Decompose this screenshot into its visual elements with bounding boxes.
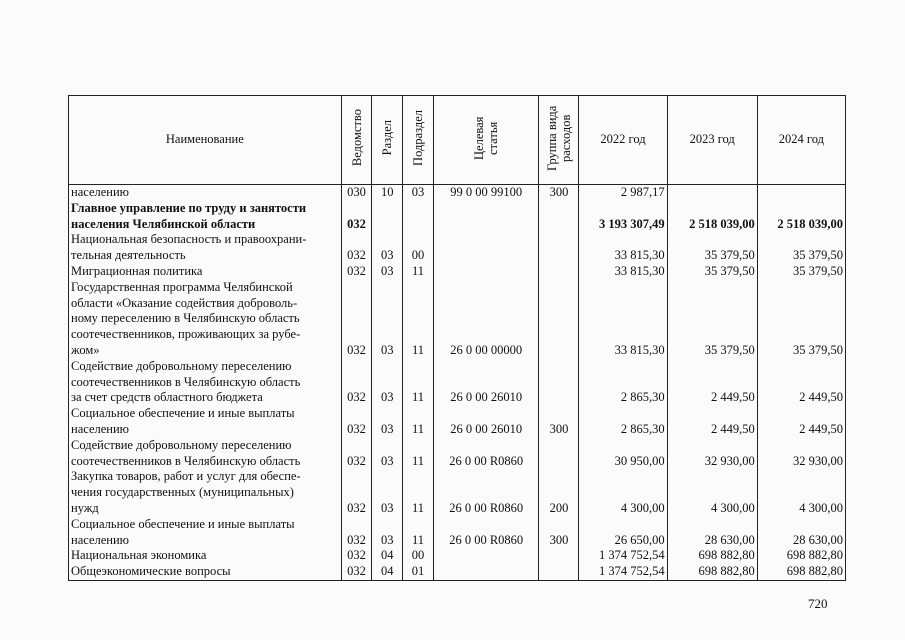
row-name-line: нужд xyxy=(71,500,99,515)
row-name-line: Закупка товаров, работ и услуг для обеспе- xyxy=(71,469,301,484)
row-target: 99 0 00 99100 xyxy=(433,185,539,201)
row-value-2024 xyxy=(757,185,845,201)
row-target: 26 0 00 R0860 xyxy=(433,517,539,549)
row-name-line: Социальное обеспечение и иные выплаты xyxy=(71,406,295,421)
row-dept: 032 xyxy=(341,564,372,580)
row-name xyxy=(69,264,342,280)
row-name xyxy=(69,185,342,201)
row-dept: 032 xyxy=(341,359,372,406)
row-section: 03 xyxy=(372,280,403,359)
row-value-2023: 4 300,00 xyxy=(667,469,757,516)
row-name xyxy=(69,438,342,470)
row-dept: 032 xyxy=(341,232,372,264)
row-value-2023: 35 379,50 xyxy=(667,264,757,280)
row-subsection: 00 xyxy=(403,232,434,264)
row-value-2024: 4 300,00 xyxy=(757,469,845,516)
row-subsection: 11 xyxy=(403,469,434,516)
row-subsection: 00 xyxy=(403,548,434,564)
row-target: 26 0 00 R0860 xyxy=(433,469,539,516)
row-value-2023: 2 449,50 xyxy=(667,359,757,406)
row-value-2024: 28 630,00 xyxy=(757,517,845,549)
row-dept: 032 xyxy=(341,517,372,549)
row-dept: 032 xyxy=(341,280,372,359)
row-name-line: Национальная экономика xyxy=(71,548,207,563)
row-section: 03 xyxy=(372,438,403,470)
row-name-line: населению xyxy=(71,421,129,436)
row-dept: 032 xyxy=(341,264,372,280)
header-2024: 2024 год xyxy=(757,96,845,185)
row-expense-group xyxy=(539,548,579,564)
row-target xyxy=(433,232,539,264)
row-expense-group xyxy=(539,359,579,406)
header-subsection: Подраздел xyxy=(403,96,434,185)
row-value-2023: 35 379,50 xyxy=(667,232,757,264)
row-name xyxy=(69,406,342,438)
row-name-line: Национальная безопасность и правоохрани- xyxy=(71,232,307,247)
row-expense-group: 300 xyxy=(539,185,579,201)
table-row xyxy=(69,517,846,549)
row-name xyxy=(69,232,342,264)
row-value-2023: 698 882,80 xyxy=(667,548,757,564)
header-name: Наименование xyxy=(69,96,342,185)
row-name-line: тельная деятельность xyxy=(71,248,186,263)
row-subsection: 11 xyxy=(403,359,434,406)
row-name-line: Содействие добровольному переселению xyxy=(71,437,292,452)
row-name xyxy=(69,280,342,359)
table-row xyxy=(69,564,846,580)
table-row xyxy=(69,232,846,264)
table-row xyxy=(69,201,846,233)
table-row xyxy=(69,280,846,359)
row-value-2024: 35 379,50 xyxy=(757,264,845,280)
row-dept: 032 xyxy=(341,406,372,438)
table-row xyxy=(69,264,846,280)
row-value-2024: 32 930,00 xyxy=(757,438,845,470)
row-subsection: 01 xyxy=(403,564,434,580)
row-value-2022: 33 815,30 xyxy=(579,264,667,280)
row-dept: 032 xyxy=(341,201,372,233)
row-value-2023: 698 882,80 xyxy=(667,564,757,580)
row-value-2023: 35 379,50 xyxy=(667,280,757,359)
row-value-2023 xyxy=(667,185,757,201)
row-expense-group: 200 xyxy=(539,469,579,516)
row-name xyxy=(69,359,342,406)
table-body xyxy=(69,185,846,581)
row-name xyxy=(69,517,342,549)
row-name-line: Содействие добровольному переселению xyxy=(71,358,292,373)
table-row xyxy=(69,406,846,438)
budget-table xyxy=(68,95,846,581)
row-value-2022: 2 865,30 xyxy=(579,406,667,438)
table-header-row xyxy=(69,96,846,185)
table-row xyxy=(69,185,846,201)
row-value-2024: 698 882,80 xyxy=(757,548,845,564)
row-value-2022: 33 815,30 xyxy=(579,280,667,359)
row-value-2023: 2 449,50 xyxy=(667,406,757,438)
header-2023: 2023 год xyxy=(667,96,757,185)
row-section: 03 xyxy=(372,359,403,406)
row-dept: 032 xyxy=(341,469,372,516)
page-number: 720 xyxy=(808,596,828,611)
header-target: Целевая статья xyxy=(433,96,539,185)
row-name-line: за счет средств областного бюджета xyxy=(71,390,263,405)
header-section: Раздел xyxy=(372,96,403,185)
row-value-2022: 3 193 307,49 xyxy=(579,201,667,233)
row-dept: 032 xyxy=(341,548,372,564)
row-name-line: чения государственных (муниципальных) xyxy=(71,485,294,500)
row-name-line: области «Оказание содействия доброволь- xyxy=(71,295,298,310)
row-section xyxy=(372,201,403,233)
row-name-line: Государственная программа Челябинской xyxy=(71,279,293,294)
row-name-line: жом» xyxy=(71,342,100,357)
row-value-2022: 30 950,00 xyxy=(579,438,667,470)
row-subsection: 03 xyxy=(403,185,434,201)
row-name-line: соотечественников, проживающих за рубе- xyxy=(71,327,301,342)
row-value-2022: 4 300,00 xyxy=(579,469,667,516)
row-subsection: 11 xyxy=(403,280,434,359)
row-dept: 032 xyxy=(341,438,372,470)
row-value-2022: 1 374 752,54 xyxy=(579,548,667,564)
row-value-2023: 28 630,00 xyxy=(667,517,757,549)
row-name-line: Главное управление по труду и занятости xyxy=(71,200,307,215)
header-dept: Ведомство xyxy=(341,96,372,185)
row-expense-group xyxy=(539,280,579,359)
row-section: 03 xyxy=(372,406,403,438)
row-name-line: населения Челябинской области xyxy=(71,216,256,231)
row-value-2024: 35 379,50 xyxy=(757,280,845,359)
row-section: 03 xyxy=(372,517,403,549)
row-name xyxy=(69,564,342,580)
row-dept: 030 xyxy=(341,185,372,201)
row-value-2022: 33 815,30 xyxy=(579,232,667,264)
row-name-line: соотечественников в Челябинскую область xyxy=(71,374,301,389)
table-row xyxy=(69,438,846,470)
row-subsection: 11 xyxy=(403,517,434,549)
row-section: 04 xyxy=(372,564,403,580)
row-expense-group xyxy=(539,264,579,280)
row-section: 04 xyxy=(372,548,403,564)
row-target: 26 0 00 26010 xyxy=(433,359,539,406)
row-expense-group: 300 xyxy=(539,406,579,438)
row-target xyxy=(433,201,539,233)
row-subsection xyxy=(403,201,434,233)
row-value-2022: 2 987,17 xyxy=(579,185,667,201)
row-section: 10 xyxy=(372,185,403,201)
row-section: 03 xyxy=(372,264,403,280)
row-name-line: ному переселению в Челябинскую область xyxy=(71,311,300,326)
row-expense-group xyxy=(539,232,579,264)
row-value-2024: 2 518 039,00 xyxy=(757,201,845,233)
row-expense-group xyxy=(539,201,579,233)
row-subsection: 11 xyxy=(403,438,434,470)
header-expense-group: Группа вида расходов xyxy=(539,96,579,185)
row-name-line: населению xyxy=(71,532,129,547)
row-section: 03 xyxy=(372,232,403,264)
row-target: 26 0 00 00000 xyxy=(433,280,539,359)
row-target: 26 0 00 R0860 xyxy=(433,438,539,470)
row-name xyxy=(69,201,342,233)
row-value-2022: 2 865,30 xyxy=(579,359,667,406)
row-name xyxy=(69,469,342,516)
row-value-2024: 35 379,50 xyxy=(757,232,845,264)
row-value-2022: 1 374 752,54 xyxy=(579,564,667,580)
row-name-line: Миграционная политика xyxy=(71,263,203,278)
row-target xyxy=(433,548,539,564)
row-name-line: Общеэкономические вопросы xyxy=(71,564,231,579)
row-value-2023: 2 518 039,00 xyxy=(667,201,757,233)
table-row xyxy=(69,469,846,516)
row-target xyxy=(433,264,539,280)
row-subsection: 11 xyxy=(403,264,434,280)
row-value-2023: 32 930,00 xyxy=(667,438,757,470)
table-row xyxy=(69,359,846,406)
row-name-line: соотечественников в Челябинскую область xyxy=(71,453,301,468)
header-2022: 2022 год xyxy=(579,96,667,185)
table-row xyxy=(69,548,846,564)
row-name xyxy=(69,548,342,564)
row-name-line: Социальное обеспечение и иные выплаты xyxy=(71,516,295,531)
row-target: 26 0 00 26010 xyxy=(433,406,539,438)
row-expense-group: 300 xyxy=(539,517,579,549)
row-value-2024: 2 449,50 xyxy=(757,359,845,406)
row-value-2024: 698 882,80 xyxy=(757,564,845,580)
row-section: 03 xyxy=(372,469,403,516)
row-expense-group xyxy=(539,564,579,580)
row-value-2024: 2 449,50 xyxy=(757,406,845,438)
row-expense-group xyxy=(539,438,579,470)
row-name-line: населению xyxy=(71,185,129,199)
row-value-2022: 26 650,00 xyxy=(579,517,667,549)
row-subsection: 11 xyxy=(403,406,434,438)
row-target xyxy=(433,564,539,580)
